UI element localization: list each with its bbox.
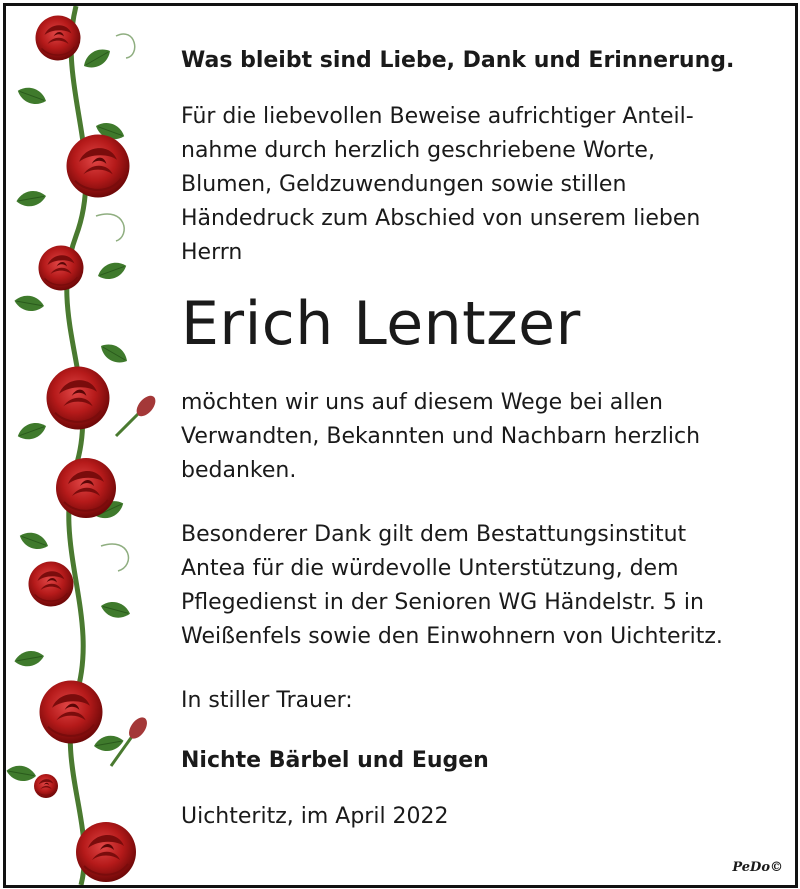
rose-1 xyxy=(36,16,81,61)
deceased-name: Erich Lentzer xyxy=(181,289,581,359)
rose-6 xyxy=(29,562,74,607)
headline: Was bleibt sind Liebe, Dank und Erinnerung. xyxy=(181,48,735,73)
rose-3 xyxy=(39,246,84,291)
thanks-line: Verwandten, Bekannten und Nachbarn herzlich xyxy=(181,424,701,449)
rose-8 xyxy=(76,822,136,882)
intro-line: nahme durch herzlich geschriebene Worte, xyxy=(181,138,655,163)
obituary-text xyxy=(181,46,781,832)
family-signature: Nichte Bärbel und Eugen xyxy=(181,748,489,773)
special-line: Besonderer Dank gilt dem Bestattungsinstitut xyxy=(181,522,687,547)
intro-line: Für die liebevollen Beweise aufrichtiger Anteil- xyxy=(181,104,694,129)
special-line: Pflegedienst in der Senioren WG Händelstr. 5 in xyxy=(181,590,704,615)
intro-line: Händedruck zum Abschied von unserem lieben xyxy=(181,206,701,231)
obituary-card xyxy=(3,3,798,888)
thanks-line: bedanken. xyxy=(181,458,297,483)
intro-paragraph xyxy=(181,100,781,270)
rose-5 xyxy=(56,458,116,518)
rose-vine-decoration xyxy=(6,6,166,885)
special-line: Weißenfels sowie den Einwohnern von Uichteritz. xyxy=(181,624,723,649)
thanks-paragraph xyxy=(181,386,781,488)
rose-2 xyxy=(67,135,130,198)
rose-bud-small xyxy=(34,774,58,798)
special-line: Antea für die würdevolle Unterstützung, dem xyxy=(181,556,679,581)
rose-7 xyxy=(40,681,103,744)
thanks-line: möchten wir uns auf diesem Wege bei allen xyxy=(181,390,663,415)
intro-line: Blumen, Geldzuwendungen sowie stillen xyxy=(181,172,627,197)
intro-line: Herrn xyxy=(181,240,243,265)
special-thanks-paragraph xyxy=(181,518,781,654)
watermark: PeDo© xyxy=(732,860,783,875)
rose-4 xyxy=(47,367,110,430)
place-date: Uichteritz, im April 2022 xyxy=(181,804,449,829)
mourning-line: In stiller Trauer: xyxy=(181,688,353,713)
